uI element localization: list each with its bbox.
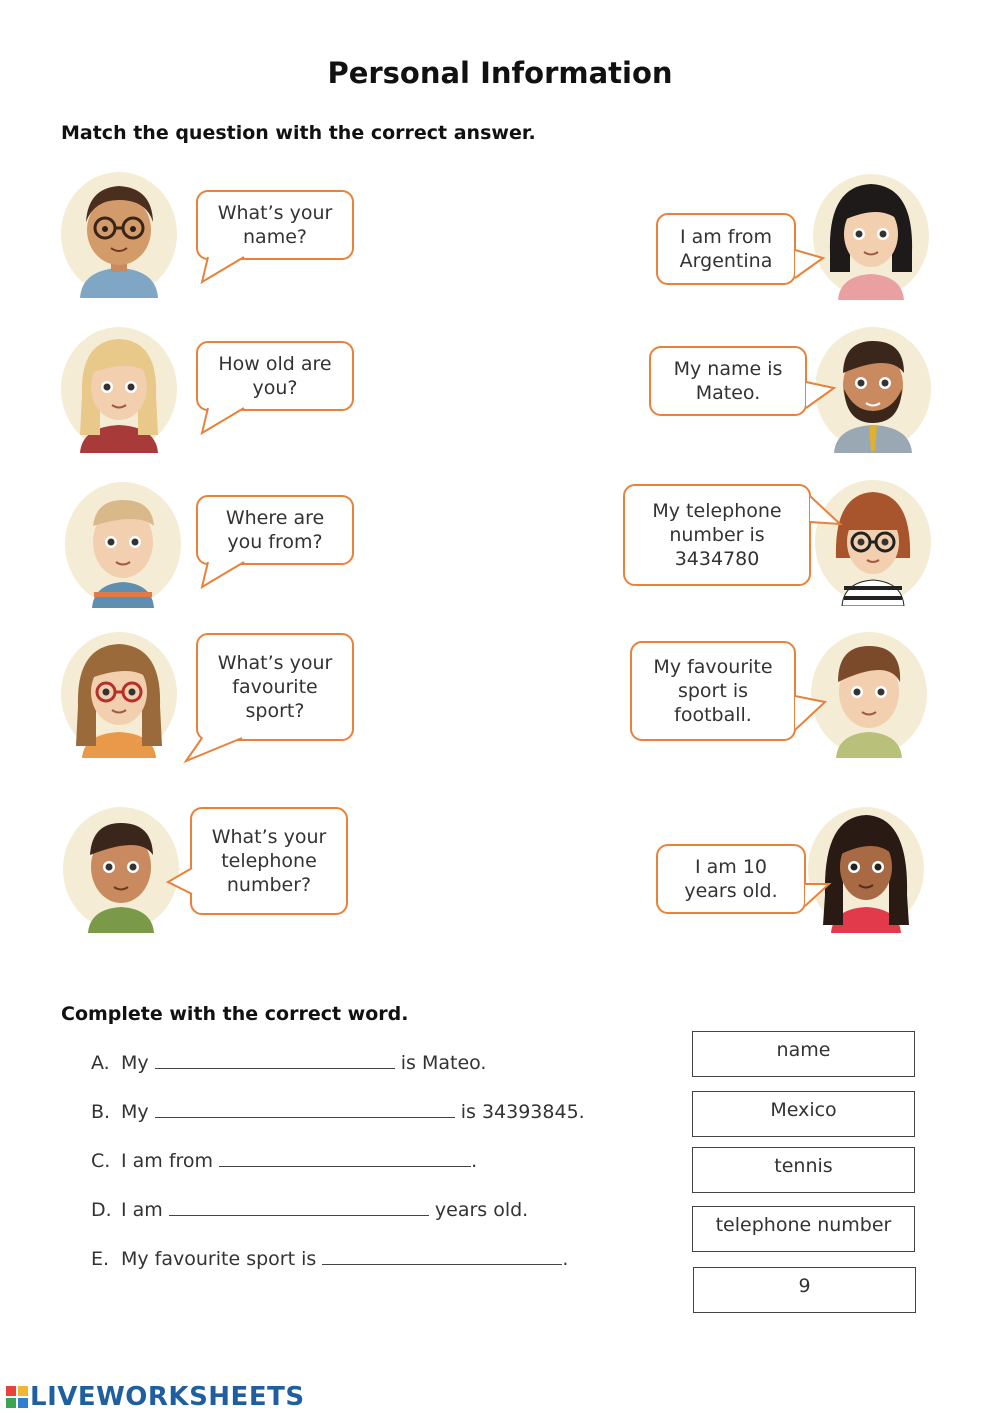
answer-bubble-4: My favourite sport is football. — [630, 641, 796, 741]
bubble-tail — [200, 256, 260, 286]
answer-bubble-3: My telephone number is 3434780 — [623, 484, 811, 586]
girl-with-glasses-avatar — [58, 630, 180, 758]
word-bank-nine[interactable]: 9 — [693, 1267, 916, 1313]
liveworksheets-icon — [6, 1386, 28, 1408]
matching-instruction: Match the question with the correct answer. — [61, 122, 536, 144]
bubble-tail — [184, 737, 254, 767]
answer-blank-c[interactable] — [219, 1150, 471, 1167]
answer-blank-a[interactable] — [155, 1052, 395, 1069]
boy-with-glasses-avatar — [58, 170, 180, 298]
bubble-tail — [166, 866, 196, 896]
bubble-tail — [808, 492, 844, 528]
word-bank-name[interactable]: name — [692, 1031, 915, 1077]
answer-blank-e[interactable] — [322, 1248, 562, 1265]
bubble-tail — [793, 246, 827, 280]
sentence-d: D. I am years old. — [91, 1199, 529, 1221]
sentence-b: B. My is 34393845. — [91, 1101, 585, 1123]
sentence-e: E. My favourite sport is . — [91, 1248, 569, 1270]
dark-haired-girl-avatar — [810, 172, 932, 300]
page-title: Personal Information — [327, 56, 673, 90]
answer-blank-b[interactable] — [155, 1101, 455, 1118]
boy-with-stubble-avatar — [60, 805, 182, 933]
word-bank-telephone-number[interactable]: telephone number — [692, 1206, 915, 1252]
answer-bubble-5: I am 10 years old. — [656, 844, 806, 914]
liveworksheets-brand: LIVEWORKSHEETS — [30, 1382, 305, 1412]
answer-bubble-1: I am from Argentina — [656, 213, 796, 285]
fair-haired-boy-avatar — [62, 480, 184, 608]
long-haired-girl-avatar — [805, 805, 927, 933]
bubble-tail — [804, 378, 838, 412]
liveworksheets-logo[interactable] — [6, 1382, 305, 1412]
answer-bubble-2: My name is Mateo. — [649, 346, 807, 416]
completion-instruction: Complete with the correct word. — [61, 1003, 409, 1025]
answer-blank-d[interactable] — [169, 1199, 429, 1216]
blonde-girl-avatar — [58, 325, 180, 453]
word-bank-mexico[interactable]: Mexico — [692, 1091, 915, 1137]
bubble-tail — [200, 407, 260, 437]
word-bank-tennis[interactable]: tennis — [692, 1147, 915, 1193]
bubble-tail — [793, 694, 829, 734]
sentence-a: A. My is Mateo. — [91, 1052, 487, 1074]
question-bubble-5: What’s your telephone number? — [190, 807, 348, 915]
question-bubble-2: How old are you? — [196, 341, 354, 411]
question-bubble-4: What’s your favourite sport? — [196, 633, 354, 741]
question-bubble-1: What’s your name? — [196, 190, 354, 260]
bubble-tail — [200, 561, 260, 591]
bubble-tail — [803, 880, 833, 910]
question-bubble-3: Where are you from? — [196, 495, 354, 565]
sentence-c: C. I am from . — [91, 1150, 478, 1172]
